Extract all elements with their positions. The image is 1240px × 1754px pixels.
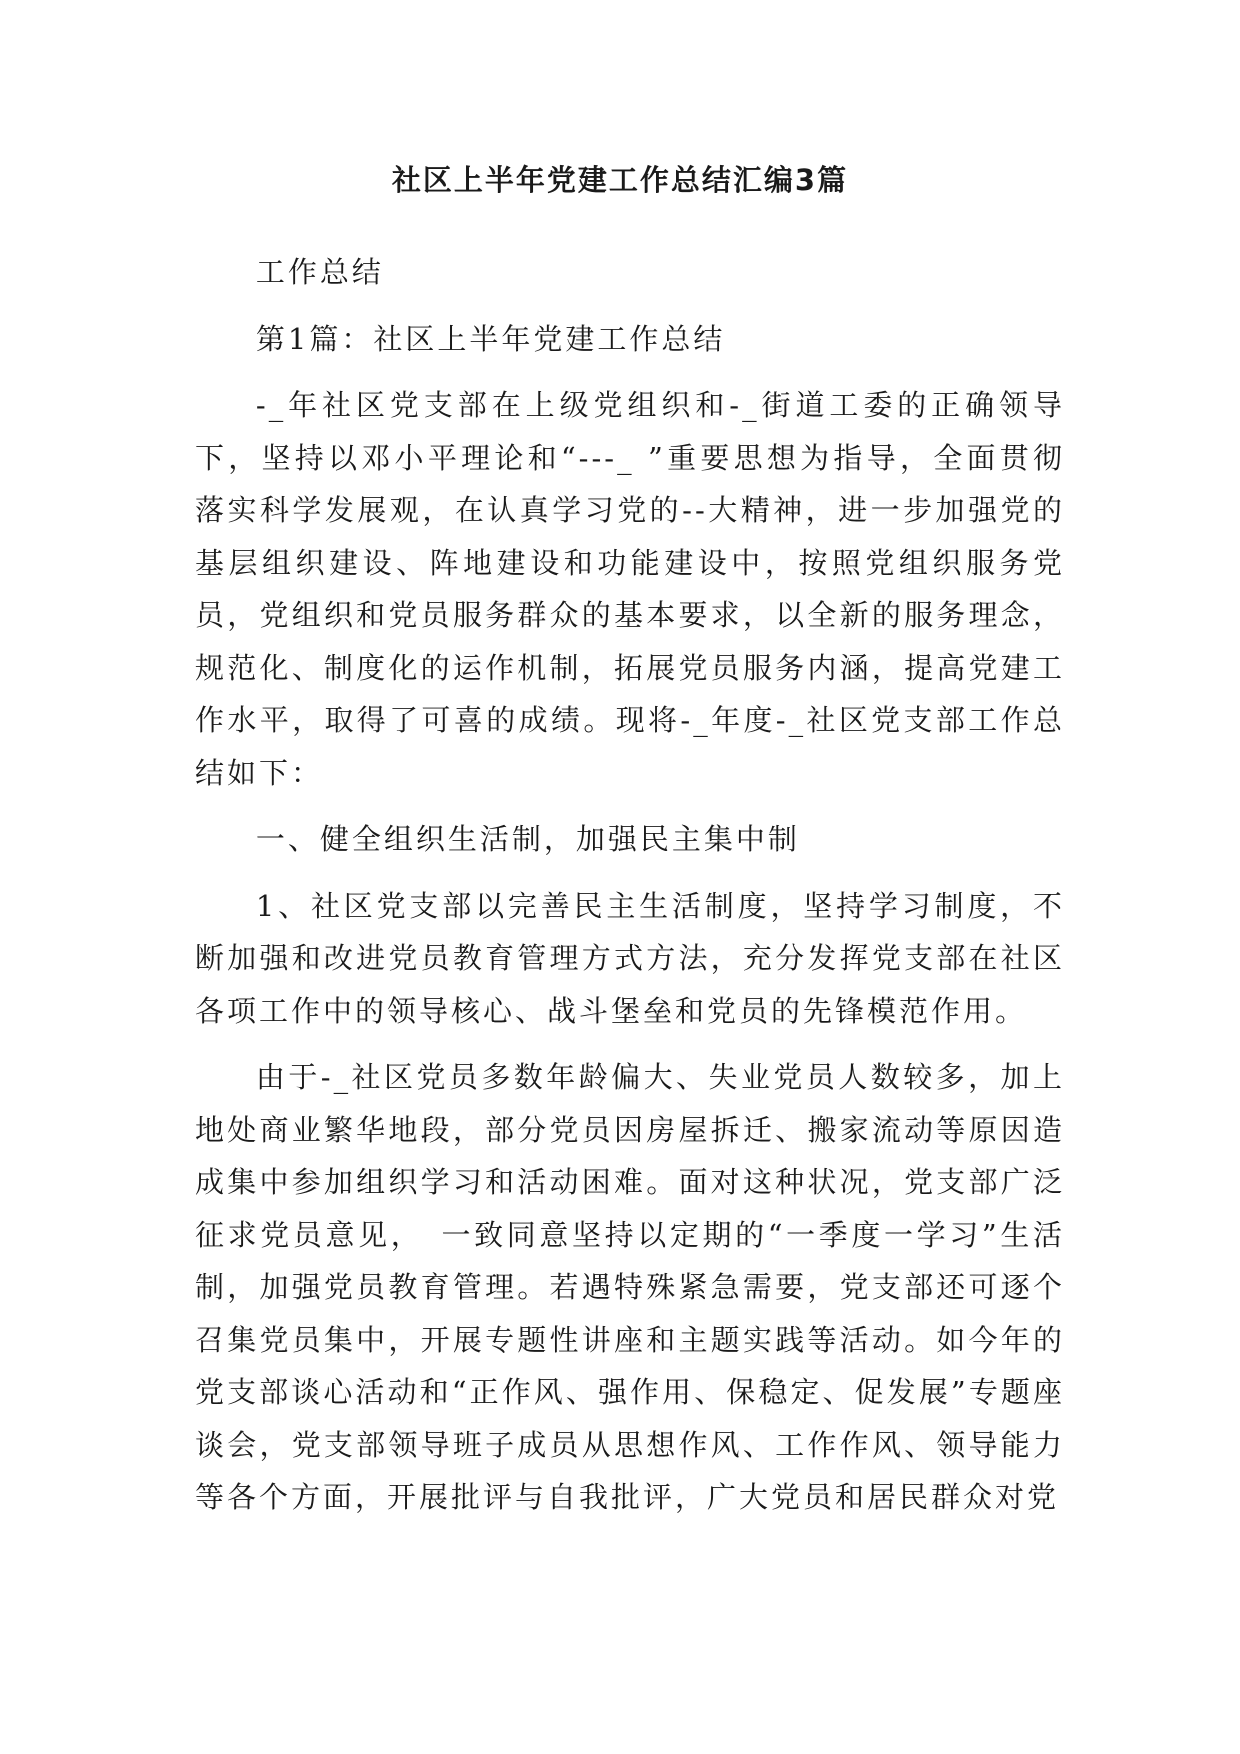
document-body [195, 246, 1065, 1538]
document-title: 社区上半年党建工作总结汇编3篇 [391, 163, 849, 197]
category-label: 工作总结 [255, 255, 384, 289]
item-paragraph-1: 1、社区党支部以完善民主生活制度，坚持学习制度，不断加强和改进党员教育管理方式方法，充分发挥党支部在社区各项工作中的领导核心、战斗堡垒和党员的先锋模范作用。 [195, 888, 1065, 1028]
section-heading-1: 一、健全组织生活制，加强民主集中制 [255, 822, 800, 856]
intro-paragraph: -_年社区党支部在上级党组织和-_街道工委的正确领导下，坚持以邓小平理论和“---_ ”重要思想为指导，全面贯彻落实科学发展观，在认真学习党的--大精神，进一步加强党的基层组织建设、阵地建设和功能建设中，按照党组织服务党员，党组织和党员服务群众的基本要求，以全新的服务理念，规范化、制度化的运作机制，拓展党员服务内涵，提高党建工作水平，取得了可喜的成绩。现将-_年度-_社区党支部工作总结如下： [195, 388, 1065, 790]
article-heading: 第1篇：社区上半年党建工作总结 [255, 321, 726, 356]
body-paragraph-1: 由于-_社区党员多数年龄偏大、失业党员人数较多，加上地处商业繁华地段，部分党员因房屋拆迁、搬家流动等原因造成集中参加组织学习和活动困难。面对这种状况，党支部广泛征求党员意见， 一致同意坚持以定期的“一季度一学习”生活制，加强党员教育管理。若遇特殊紧急需要，党支部还可逐个召集党员集中，开展专题性讲座和主题实践等活动。如今年的党支部谈心活动和“正作风、强作用、保稳定、促发展”专题座谈会，党支部领导班子成员从思想作风、工作作风、领导能力等各个方面，开展批评与自我批评，广大党员和居民群众对党 [195, 1060, 1065, 1514]
